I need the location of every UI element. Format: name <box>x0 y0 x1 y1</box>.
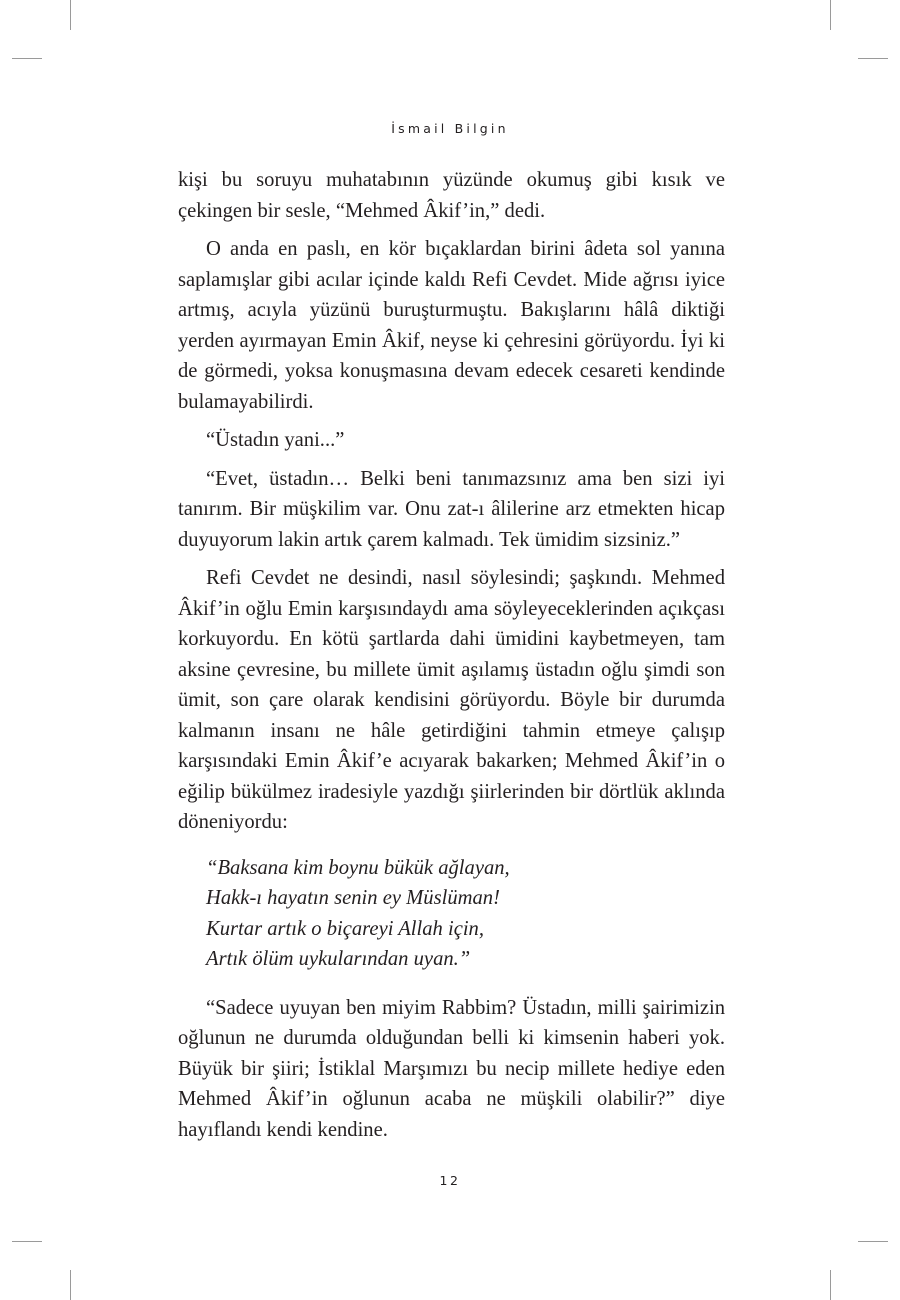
paragraph: “Evet, üstadın… Belki beni tanımazsınız ama ben sizi iyi tanırım. Bir müşkilim var. Onu zat-ı âlilerine arz etmekten hicap duyuyorum lakin artık çarem kalmadı. Tek ümidim sizsiniz.” <box>178 467 725 551</box>
crop-mark-top-right <box>830 0 831 30</box>
verse-line: Hakk-ı hayatın senin ey Müslüman! <box>206 887 500 909</box>
body-text <box>178 165 725 1153</box>
crop-mark-bottom-right-h <box>858 1241 888 1242</box>
crop-mark-bottom-left-h <box>12 1241 42 1242</box>
crop-mark-top-right-h <box>858 58 888 59</box>
verse-quote <box>206 853 725 975</box>
paragraph: “Üstadın yani...” <box>206 429 345 451</box>
paragraph: “Sadece uyuyan ben miyim Rabbim? Üstadın, milli şairimizin oğlunun ne durumda olduğundan belli ki kimsenin haberi yok. Büyük bir şiiri; İstiklal Marşımızı bu necip millete hediye eden Mehmed Âkif’in oğlunun acaba ne müşkili olabilir?” diye hayıflandı kendi kendine. <box>178 996 725 1141</box>
verse-line: Kurtar artık o biçareyi Allah için, <box>206 917 484 940</box>
page-number: 12 <box>439 1173 461 1188</box>
crop-mark-bottom-left <box>70 1270 71 1300</box>
crop-mark-top-left <box>70 0 71 30</box>
paragraph: Refi Cevdet ne desindi, nasıl söylesindi; şaşkındı. Mehmed Âkif’in oğlu Emin karşısındaydı ama söyleyeceklerinden açıkçası korkuyordu. En kötü şartlarda dahi ümidini kaybetmeyen, tam aksine çevresine, bu millete ümit aşılamış üstadın oğlu şimdi son ümit, son çare olarak kendisini görüyordu. Böyle bir durumda kalmanın insanı ne hâle getirdiğini tahmin etmeye çalışıp karşısındaki Emin Âkif’e acıyarak bakarken; Mehmed Âkif’in o eğilip bükülmez iradesiyle yazdığı şiirlerinden bir dörtlük aklında döneniyordu: <box>178 567 725 833</box>
crop-mark-bottom-right <box>830 1270 831 1300</box>
paragraph: O anda en paslı, en kör bıçaklardan birini âdeta sol yanına saplamışlar gibi acılar içinde kaldı Refi Cevdet. Mide ağrısı iyice artmış, acıyla yüzünü buruşturmuştu. Bakışlarını hâlâ diktiği yerden ayırmayan Emin Âkif, neyse ki çehresini görüyordu. İyi ki de görmedi, yoksa konuşmasına devam edecek cesareti kendinde bulamayabilirdi. <box>178 238 725 413</box>
crop-mark-top-left-h <box>12 58 42 59</box>
running-head: İsmail Bilgin <box>391 121 509 136</box>
verse-line: Artık ölüm uykularından uyan.” <box>206 948 471 970</box>
verse-line: “Baksana kim boynu bükük ağlayan, <box>206 856 510 879</box>
paragraph: kişi bu soruyu muhatabının yüzünde okumuş gibi kısık ve çekingen bir sesle, “Mehmed Âkif’in,” dedi. <box>178 169 725 222</box>
